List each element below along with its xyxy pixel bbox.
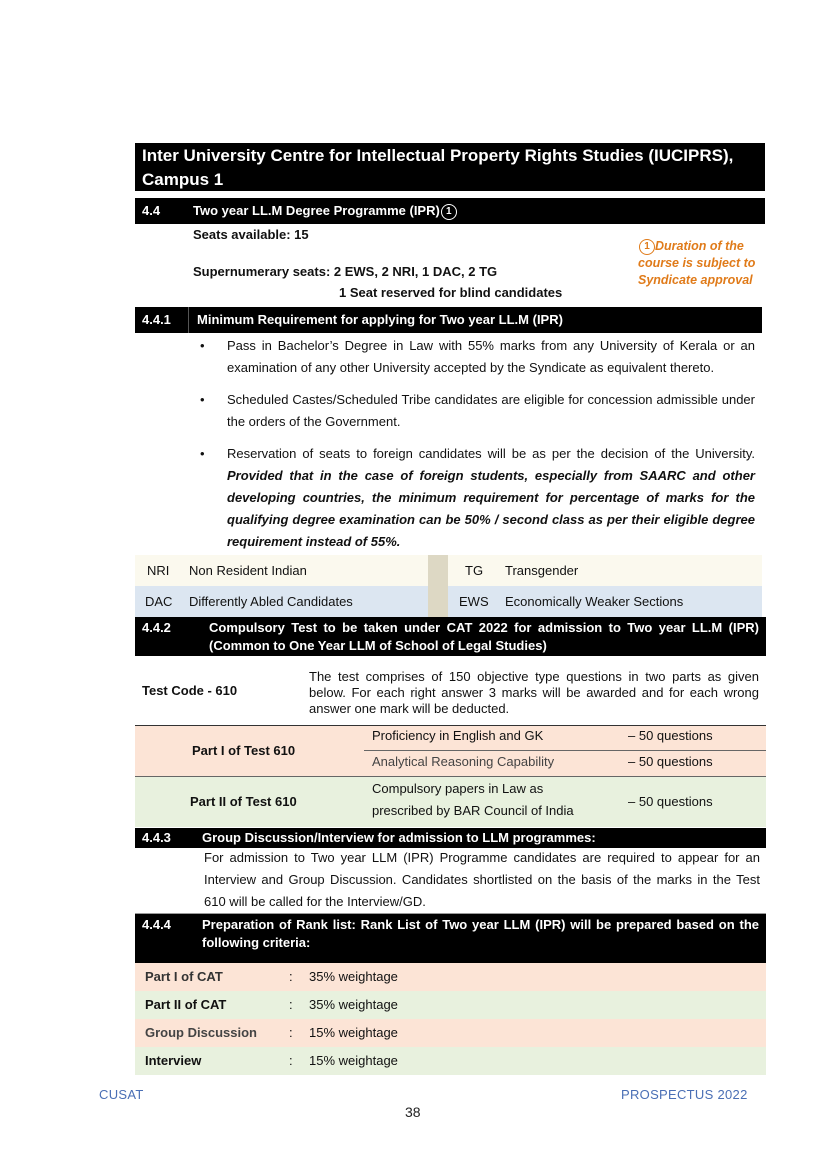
seats-available: Seats available: 15 bbox=[193, 227, 309, 242]
test-description: The test comprises of 150 objective type questions in two parts as given below. For each right answer 3 marks will be awarded and for each wrong answer one mark will be deducted. bbox=[309, 669, 759, 716]
duration-note: 1 Duration of the course is subject to Syndicate approval bbox=[638, 239, 756, 287]
bullet-icon: • bbox=[200, 392, 205, 407]
abbreviation-row bbox=[135, 555, 762, 586]
section-number: 4.4.3 bbox=[142, 830, 171, 845]
section-4-4-header bbox=[135, 198, 765, 224]
section-4-4-1-header bbox=[135, 307, 762, 333]
section-number: 4.4 bbox=[142, 203, 161, 218]
section-4-4-3-header bbox=[135, 828, 766, 848]
section-title-line1: Preparation of Rank list: Rank List of Two year LLM (IPR) will be prepared based on the bbox=[202, 917, 759, 932]
abbr-code: DAC bbox=[145, 594, 173, 609]
abbr-meaning: Non Resident Indian bbox=[189, 563, 307, 578]
question-count: – 50 questions bbox=[628, 794, 713, 809]
section-title: Group Discussion/Interview for admission to LLM programmes: bbox=[202, 830, 596, 845]
question-count: – 50 questions bbox=[628, 754, 713, 769]
abbr-code: EWS bbox=[459, 594, 489, 609]
section-number: 4.4.4 bbox=[142, 917, 171, 932]
section-4-4-2-header bbox=[135, 617, 766, 656]
section-title: Two year LL.M Degree Programme (IPR) 1 bbox=[193, 198, 457, 224]
criteria-weight: 35% weightage bbox=[309, 997, 398, 1012]
criteria-label: Interview bbox=[145, 1053, 202, 1068]
criteria-label: Part II of CAT bbox=[145, 997, 227, 1012]
criteria-separator: : bbox=[289, 997, 293, 1012]
table-divider bbox=[428, 555, 448, 617]
section-title: Minimum Requirement for applying for Two year LL.M (IPR) bbox=[197, 312, 563, 327]
page-title bbox=[135, 143, 765, 191]
blind-reservation: 1 Seat reserved for blind candidates bbox=[339, 285, 563, 300]
footer-right: PROSPECTUS 2022 bbox=[621, 1087, 748, 1102]
footnote-marker-icon: 1 bbox=[639, 239, 655, 255]
footer-left: CUSAT bbox=[99, 1087, 144, 1102]
abbreviation-row bbox=[135, 586, 762, 617]
abbr-meaning: Economically Weaker Sections bbox=[505, 594, 684, 609]
table-rule bbox=[364, 750, 766, 751]
section-title-line2: (Common to One Year LLM of School of Legal Studies) bbox=[209, 638, 547, 653]
subject-name: Compulsory papers in Law as prescribed by BAR Council of India bbox=[372, 781, 574, 818]
page-title-line1: Inter University Centre for Intellectual Property Rights Studies (IUCIPRS), bbox=[142, 146, 734, 165]
bullet-icon: • bbox=[200, 338, 205, 353]
subject-name: Analytical Reasoning Capability bbox=[372, 754, 555, 769]
supernumerary-seats: Supernumerary seats: 2 EWS, 2 NRI, 1 DAC, 2 TG bbox=[193, 264, 498, 279]
criteria-row bbox=[135, 1019, 766, 1047]
criteria-separator: : bbox=[289, 969, 293, 984]
footnote-marker-icon: 1 bbox=[441, 204, 457, 220]
criteria-weight: 15% weightage bbox=[309, 1025, 398, 1040]
requirement-item: • Pass in Bachelor’s Degree in Law with 55% marks from any University of Kerala or an examination of any other University accepted by the Syndicate as equivalent thereto. bbox=[200, 335, 755, 379]
criteria-row bbox=[135, 1047, 766, 1075]
criteria-separator: : bbox=[289, 1053, 293, 1068]
header-divider bbox=[188, 307, 189, 333]
abbr-code: TG bbox=[465, 563, 484, 578]
part-name: Part I of Test 610 bbox=[192, 743, 296, 758]
page-number: 38 bbox=[405, 1104, 421, 1120]
gd-interview-description: For admission to Two year LLM (IPR) Programme candidates are required to appear for an Interview and Group Discussion. Candidates shortlisted on the basis of the marks in the Test 610 will be called for the Interview/GD. bbox=[204, 850, 760, 909]
section-number: 4.4.1 bbox=[142, 312, 171, 327]
requirement-item: • Reservation of seats to foreign candidates will be as per the decision of the University. Provided that in the case of foreign students, especially from SAARC and other developing countries, the minimum requirement for percentage of marks for the qualifying degree examination can be 50% / second class as per their eligible degree requirement instead of 55%. bbox=[200, 443, 755, 553]
section-title-line2: following criteria: bbox=[202, 935, 311, 950]
foreign-students-proviso: Provided that in the case of foreign students, especially from SAARC and other developing countries, the minimum requirement for percentage of marks for the qualifying degree examination can be 50% / second class as per their eligible degree requirement instead of 55%. bbox=[227, 468, 755, 549]
abbr-code: NRI bbox=[147, 563, 170, 578]
section-4-4-4-header bbox=[135, 914, 766, 963]
part-name: Part II of Test 610 bbox=[190, 794, 297, 809]
criteria-row bbox=[135, 991, 766, 1019]
section-title-line1: Compulsory Test to be taken under CAT 2022 for admission to Two year LL.M (IPR) bbox=[209, 620, 759, 635]
page-title-line2: Campus 1 bbox=[142, 170, 224, 189]
abbr-meaning: Differently Abled Candidates bbox=[189, 594, 353, 609]
criteria-row bbox=[135, 963, 766, 991]
criteria-label: Part I of CAT bbox=[145, 969, 223, 984]
criteria-weight: 15% weightage bbox=[309, 1053, 398, 1068]
bullet-icon: • bbox=[200, 446, 205, 461]
subject-name: Proficiency in English and GK bbox=[372, 728, 544, 743]
criteria-weight: 35% weightage bbox=[309, 969, 398, 984]
requirement-item: • Scheduled Castes/Scheduled Tribe candidates are eligible for concession admissible under the orders of the Government. bbox=[200, 389, 755, 433]
section-number: 4.4.2 bbox=[142, 620, 171, 635]
question-count: – 50 questions bbox=[628, 728, 713, 743]
abbr-meaning: Transgender bbox=[505, 563, 579, 578]
criteria-separator: : bbox=[289, 1025, 293, 1040]
test-code: Test Code - 610 bbox=[142, 683, 238, 698]
criteria-label: Group Discussion bbox=[145, 1025, 257, 1040]
